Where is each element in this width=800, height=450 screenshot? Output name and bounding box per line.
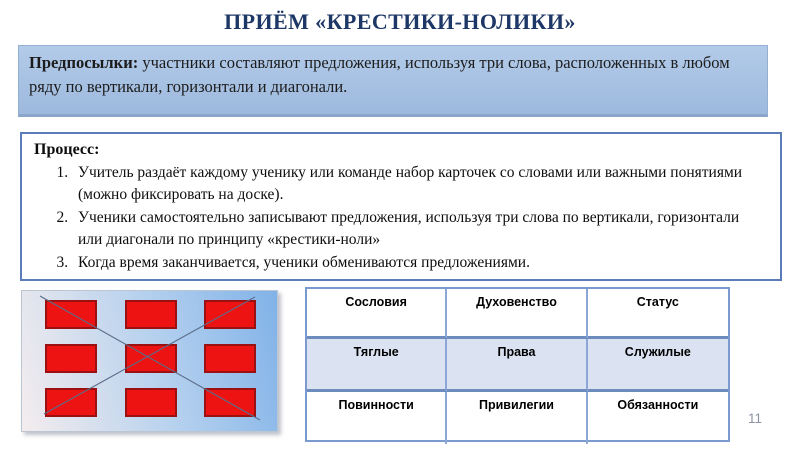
cell-text: Статус [636, 295, 679, 309]
tic-tac-toe-image [21, 290, 278, 432]
diagonal-line-tlbr [40, 296, 260, 420]
diagonal-line-trbl [44, 297, 255, 414]
table-cell [447, 392, 587, 444]
table-cell [307, 339, 447, 392]
cell-text: Обязанности [617, 398, 699, 412]
table-cell [447, 339, 587, 392]
premise-text: участники составляют предложения, используя три слова, расположенных в любом ряду по вертикали, горизонтали и диагонали. [29, 53, 730, 96]
table-cell [307, 392, 447, 444]
cell-text: Сословия [345, 295, 407, 309]
page-number: 11 [747, 411, 762, 426]
table-cell [588, 339, 728, 392]
process-box [20, 132, 782, 281]
word-table [305, 287, 730, 442]
premise-box [18, 45, 768, 117]
slide-title: ПРИЁМ «КРЕСТИКИ-НОЛИКИ» [224, 9, 576, 34]
cell-text: Права [497, 345, 536, 359]
process-step-3: 3. Когда время заканчивается, ученики обмениваются предложениями. [72, 252, 766, 275]
process-heading: Процесс: [34, 141, 100, 158]
cell-text: Привилегии [479, 398, 554, 412]
process-step-1: 1. Учитель раздаёт каждому ученику или команде набор карточек со словами или важными понятиями (можно фиксировать на доске). [72, 162, 766, 207]
cell-text: Тяглые [353, 345, 399, 359]
cell-text: Повинности [338, 398, 414, 412]
table-cell [588, 392, 728, 444]
diagonal-cross-lines [22, 291, 277, 431]
process-step-2: 2. Ученики самостоятельно записывают предложения, используя три слова по вертикали, горизонтали или диагонали по принципу «крестики-ноли» [72, 207, 766, 252]
cell-text: Служилые [624, 345, 691, 359]
table-cell [307, 289, 447, 339]
premise-label: Предпосылки: [29, 53, 139, 72]
cell-text: Духовенство [476, 295, 557, 309]
table-cell [447, 289, 587, 339]
table-cell [588, 289, 728, 339]
process-steps-list [34, 162, 766, 275]
